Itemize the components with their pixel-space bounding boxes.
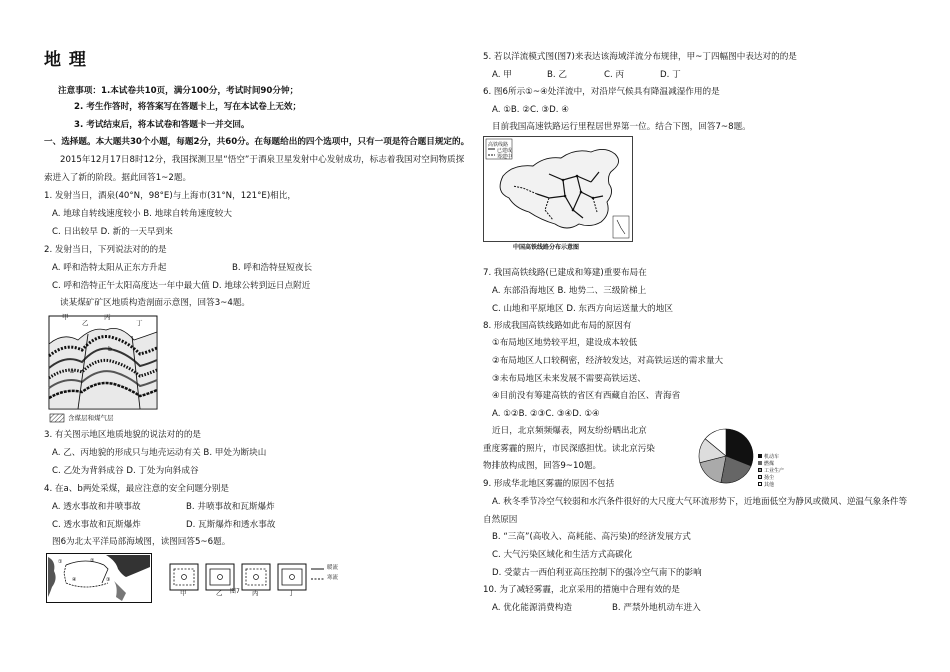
question-4: 4. 在a、b两处采煤，最应注意的安全问题分别是 [44,484,229,494]
pie-legend-swatch [758,468,762,472]
question-7-options: A. 东部沿海地区 B. 地势二、三级阶梯上 [492,286,647,296]
question-6: 6. 图6所示①~④处洋流中，对沿岸气候具有降温减湿作用的是 [483,87,720,97]
pie-svg [694,426,758,486]
svg-text:②: ② [90,558,95,564]
figure-label: 甲 [180,589,187,597]
question-3: 3. 有关图示地区地质地貌的说法对的的是 [44,430,202,440]
map-legend-title: 高铁线路 [488,142,509,148]
pie-legend-label: 机动车 [764,454,780,460]
geologic-section-figure [48,314,164,426]
intro-text: 索进入了新的阶段。据此回答1~2题。 [44,173,192,183]
figure-label: 乙 [216,589,223,597]
intro-text: 物排放构成图，回答9~10题。 [483,461,602,471]
pollution-pie-chart [694,426,758,486]
question-8: 8. 形成我国高铁线路如此布局的原因有 [483,321,632,331]
question-8-item: ②布局地区人口较稠密，经济较发达，对高铁运送的需求量大 [492,356,724,366]
question-5: 5. 若以洋流模式图(图7)来表达该海域洋流分布规律，甲~丁四幅图中表达对的的是 [483,52,797,62]
figure-label: 丙 [252,589,259,597]
question-7: 7. 我国高铁线路(已建成和筹建)重要布局在 [483,268,647,278]
question-1: 1. 发射当日，酒泉(40°N，98°E)与上海市(31°N，121°E)相比， [44,191,296,201]
intro-text: 重度雾霾的照片，市民深感担忧。读北京污染 [483,444,655,454]
question-9-option-a-cont: 自然原因 [483,515,518,525]
intro-text: 目前我国高速铁路运行里程居世界第一位。结合下图，回答7~8题。 [492,122,751,132]
current-legend [310,564,339,586]
pie-legend-swatch [758,454,762,458]
pie-legend-swatch [758,475,762,479]
question-8-item: ④目前没有筹建高铁的省区有西藏自治区、青海省 [492,391,681,401]
question-8-options: A. ①②B. ②③C. ③④D. ①④ [492,409,600,419]
question-2-option-b: B. 呼和浩特昼短夜长 [232,263,313,273]
question-9-option-a: A. 秋冬季节冷空气较弱和水汽条件很好的大尺度大气环流形势下，近地面低空为静风或微风、逆温气象条件等 [492,497,908,507]
intro-text: 近日，北京频频爆表，网友纷纷晒出北京 [492,426,647,436]
intro-text: 2015年12月17日8时12分，我国探测卫星“悟空”于酒泉卫星发射中心发射成功，标志着我国对空间物质探 [60,155,465,165]
question-9-option-b: B. “三高”(高收入、高耗能、高污染)的经济发展方式 [492,532,691,542]
figure-title: 图7 [230,588,240,595]
page-title: 地 理 [44,50,87,70]
question-2-option-a: A. 呼和浩特太阳从正东方升起 [52,263,167,273]
question-6-options: A. ①B. ②C. ③D. ④ [492,105,569,115]
figure-label: 丙 [104,313,111,321]
question-4-option-c: C. 透水事故和瓦斯爆炸 [52,520,141,530]
legend-warm: 暖流 [327,565,339,571]
question-9: 9. 形成华北地区雾霾的原因不包括 [483,479,615,489]
figure-label: a [70,367,74,375]
pie-legend-label: 燃煤 [764,461,775,467]
question-9-option-d: D. 受蒙古一西伯利亚高压控制下的强冷空气南下的影响 [492,568,702,578]
question-4-option-d: D. 瓦斯爆炸和透水事故 [186,520,276,530]
intro-text: 图6为北太平洋局部海域图，读图回答5~6题。 [52,537,231,547]
pie-legend-label: 扬尘 [764,475,775,481]
question-4-option-a: A. 透水事故和井喷事故 [52,502,141,512]
figure-legend: 含煤层和煤气层 [68,414,114,422]
pie-legend [758,452,798,486]
question-2-options: C. 呼和浩特正午太阳高度达一年中最大值 D. 地球公转到远日点附近 [52,281,311,291]
question-1-options: A. 地球自转线速度较小 B. 地球自转角速度较大 [52,209,232,219]
question-9-option-c: C. 大气污染区域化和生活方式高碳化 [492,550,633,560]
current-pattern-figure [168,562,308,596]
notice-1: 注意事项：1.本试卷共10页，满分100分，考试时间90分钟； [58,86,299,96]
map-legend-built: 已建成 [497,148,513,154]
notice-2: 2. 考生作答时，将答案写在答题卡上，写在本试卷上无效； [74,102,302,112]
question-1-options: C. 日出较早 D. 新的一天早到来 [52,227,173,237]
pie-legend-swatch [758,482,762,486]
intro-text: 读某煤矿矿区地质构造剖面示意图，回答3~4题。 [60,298,251,308]
question-5-option-a: A. 甲 [492,70,512,80]
figure-label: 丁 [288,589,295,597]
question-5-option-c: C. 丙 [604,70,625,80]
question-3-options: C. 乙处为背斜成谷 D. 丁处为向斜成谷 [52,466,199,476]
question-8-item: ③未布局地区未来发展不需要高铁运送、 [492,374,646,384]
svg-text:③: ③ [106,577,111,583]
legend-cold: 寒流 [327,575,339,581]
figure-label: 甲 [62,313,69,321]
section-heading: 一、选择题。本大题共30个小题，每题2分，共60分。在每题给出的四个选项中，只有一项是符合题目规定的。 [44,137,470,147]
map-caption: 中国高铁线路分布示意图 [513,244,580,251]
pacific-map-figure [46,553,152,603]
question-5-option-b: B. 乙 [547,70,567,80]
question-4-option-b: B. 井喷事故和瓦斯爆炸 [186,502,275,512]
question-2: 2. 发射当日，下列说法对的的是 [44,245,167,255]
figure-label: 乙 [82,319,89,327]
china-rail-map [483,136,633,254]
svg-text:①: ① [58,559,63,565]
notice-3: 3. 考试结束后，将本试卷和答题卡一并交回。 [74,120,250,130]
svg-text:④: ④ [72,577,77,583]
question-7-options: C. 山地和平原地区 D. 东西方向运送量大的地区 [492,304,673,314]
question-3-options: A. 乙、丙地貌的形成只与地壳运动有关 B. 甲处为断块山 [52,448,267,458]
figure-label: b [108,345,113,353]
pie-legend-swatch [758,461,762,465]
pie-legend-label: 工业生产 [764,468,785,474]
map-legend-planned: 筹建中 [497,154,513,160]
pie-legend-label: 其他 [764,482,775,488]
question-10: 10. 为了减轻雾霾，北京采用的措施中合理有效的是 [483,585,680,595]
question-10-option-a: A. 优化能源消费构造 [492,603,572,613]
question-5-option-d: D. 丁 [660,70,681,80]
figure-label: 丁 [136,319,143,327]
question-8-item: ①布局地区地势较平坦，建设成本较低 [492,338,638,348]
question-10-option-b: B. 严禁外地机动车进入 [612,603,701,613]
